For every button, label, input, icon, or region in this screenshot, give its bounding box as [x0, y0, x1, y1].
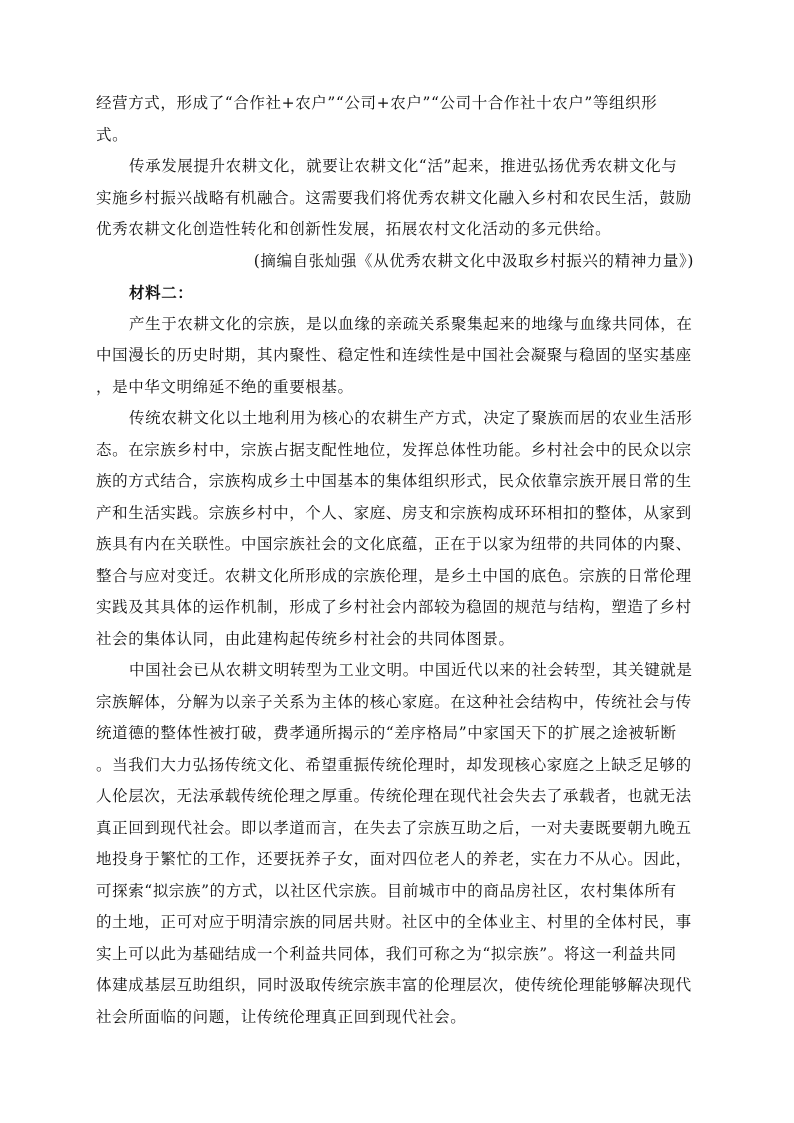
text-line: ，是中华文明绵延不绝的重要根基。 [96, 377, 354, 396]
text-line: 传统农耕文化以土地利用为核心的农耕生产方式，决定了聚族而居的农业生活形 [129, 409, 693, 427]
text-line: 实践及其具体的运作机制，形成了乡村社会内部较为稳固的规范与结构，塑造了乡村 [96, 598, 692, 616]
text-line: 产和生活实践。宗族乡村中，个人、家庭、房支和宗族构成环环相扣的整体，从家到 [96, 503, 692, 522]
text-line: 人伦层次，无法承载传统伦理之厚重。传统伦理在现代社会失去了承载者，也就无法 [96, 787, 692, 805]
text-line: 统道德的整体性被打破，费孝通所揭示的“差序格局”中家国天下的扩展之途被斩断 [96, 724, 677, 742]
text-line: 的土地，正可对应于明清宗族的同居共财。社区中的全体业主、村里的全体村民，事 [96, 913, 692, 931]
text-line: 中国社会已从农耕文明转型为工业文明。中国近代以来的社会转型，其关键就是 [129, 661, 693, 679]
text-line: 整合与应对变迁。农耕文化所形成的宗族伦理，是乡土中国的底色。宗族的日常伦理 [96, 566, 692, 585]
text-line: 经营方式，形成了“合作社+农户”“公司+农户”“公司十合作社十农户”等组织形 [96, 94, 658, 112]
text-line: 传承发展提升农耕文化，就要让农耕文化“活”起来，推进弘扬优秀农耕文化与 [129, 157, 678, 175]
text-line: 社会的集体认同，由此建构起传统乡村社会的共同体图景。 [96, 629, 515, 648]
source-citation: (摘编自张灿强《从优秀农耕文化中汲取乡村振兴的精神力量》) [253, 251, 694, 270]
text-line: 地投身于繁忙的工作，还要抚养子女，面对四位老人的养老，实在力不从心。因此， [96, 850, 692, 868]
text-line: 族具有内在关联性。中国宗族社会的文化底蕴，正在于以家为纽带的共同体的内聚、 [96, 535, 692, 553]
text-line: 社会所面临的问题，让传统伦理真正回到现代社会。 [96, 1007, 467, 1026]
text-line: 式。 [96, 125, 129, 144]
document-page [96, 88, 700, 1033]
text-line: 产生于农耕文化的宗族，是以血缘的亲疏关系聚集起来的地缘与血缘共同体，在 [129, 314, 693, 333]
text-line: 实施乡村振兴战略有机融合。这需要我们将优秀农耕文化融入乡村和农民生活，鼓励 [96, 188, 692, 207]
text-line: 中国漫长的历史时期，其内聚性、稳定性和连续性是中国社会凝聚与稳固的坚实基座 [96, 346, 692, 364]
text-line: 体建成基层互助组织，同时汲取传统宗族丰富的伦理层次，使传统伦理能够解决现代 [96, 976, 692, 994]
text-line: 优秀农耕文化创造性转化和创新性发展，拓展农村文化活动的多元供给。 [96, 220, 612, 238]
text-line: 真正回到现代社会。即以孝道而言，在失去了宗族互助之后，一对夫妻既要朝九晚五 [96, 818, 692, 837]
text-line: 可探索“拟宗族”的方式，以社区代宗族。目前城市中的商品房社区，农村集体所有 [96, 881, 677, 900]
text-line: 实上可以此为基础结成一个利益共同体，我们可称之为“拟宗族”。将这一利益共同 [96, 944, 677, 963]
text-line: 。当我们大力弘扬传统文化、希望重振传统伦理时，却发现核心家庭之上缺乏足够的 [96, 755, 692, 774]
text-line: 族的方式结合，宗族构成乡土中国基本的集体组织形式，民众依靠宗族开展日常的生 [96, 472, 692, 490]
text-line: 态。在宗族乡村中，宗族占据支配性地位，发挥总体性功能。乡村社会中的民众以宗 [96, 440, 692, 459]
section-heading: 材料二： [129, 283, 194, 302]
text-line: 宗族解体，分解为以亲子关系为主体的核心家庭。在这种社会结构中，传统社会与传 [96, 692, 692, 711]
